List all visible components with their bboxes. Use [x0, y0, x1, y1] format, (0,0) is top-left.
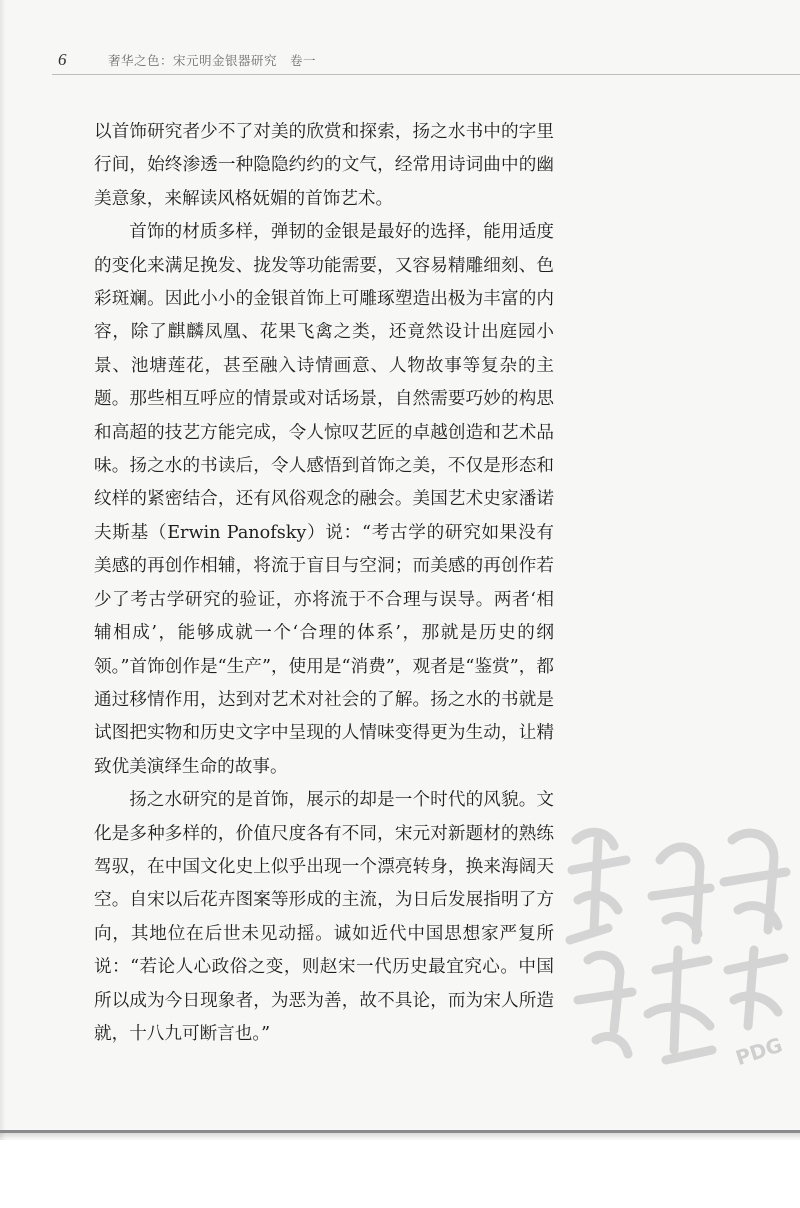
page-header — [0, 50, 800, 74]
paragraph-3: 扬之水研究的是首饰，展示的却是一个时代的风貌。文化是多种多样的，价值尺度各有不同，宋元对新题材的熟练驾驭，在中国文化史上似乎出现一个漂亮转身，换来海阔天空。自宋以后花卉图案等形成的主流，为日后发展指明了方向，其地位在后世未见动摇。诚如近代中国思想家严复所说：“若论人心政俗之变，则赵宋一代历史最宜究心。中国所以成为今日现象者，为恶为善，故不具论，而为宋人所造就，十八九可断言也。” — [94, 790, 554, 1044]
seal-text: PDG — [732, 1032, 786, 1071]
page-number: 6 — [58, 50, 67, 69]
header-rule — [52, 74, 800, 75]
watermark-seal-stamp — [548, 800, 800, 1100]
running-head: 奢华之色：宋元明金银器研究 卷一 — [108, 53, 317, 68]
body-text — [94, 116, 554, 1051]
paragraph-1: 以首饰研究者少不了对美的欣赏和探索，扬之水书中的字里行间，始终渗透一种隐隐约约的文气，经常用诗词曲中的幽美意象，来解读风格妩媚的首饰艺术。 — [94, 122, 554, 209]
page-bottom-shadow — [0, 1133, 800, 1139]
paragraph-2: 首饰的材质多样，弹韧的金银是最好的选择，能用适度的变化来满足挽发、拢发等功能需要，又容易精雕细刻、色彩斑斓。因此小小的金银首饰上可雕琢塑造出极为丰富的内容，除了麒麟凤凰、花果飞禽之类，还竟然设计出庭园小景、池塘莲花，甚至融入诗情画意、人物故事等复杂的主题。那些相互呼应的情景或对话场景，自然需要巧妙的构思和高超的技艺方能完成，令人惊叹艺匠的卓越创造和艺术品味。扬之水的书读后，令人感悟到首饰之美，不仅是形态和纹样的紧密结合，还有风俗观念的融会。美国艺术史家潘诺夫斯基（Erwin Panofsky）说：“考古学的研究如果没有美感的再创作相辅，将流于盲目与空洞；而美感的再创作若少了考古学研究的验证，亦将流于不合理与误导。两者‘相辅相成’，能够成就一个‘合理的体系’，那就是历史的纲领。”首饰创作是“生产”，使用是“消费”，观者是“鉴赏”，都通过移情作用，达到对艺术对社会的了解。扬之水的书就是试图把实物和历史文字中呈现的人情味变得更为生动，让精致优美演绎生命的故事。 — [94, 222, 554, 777]
